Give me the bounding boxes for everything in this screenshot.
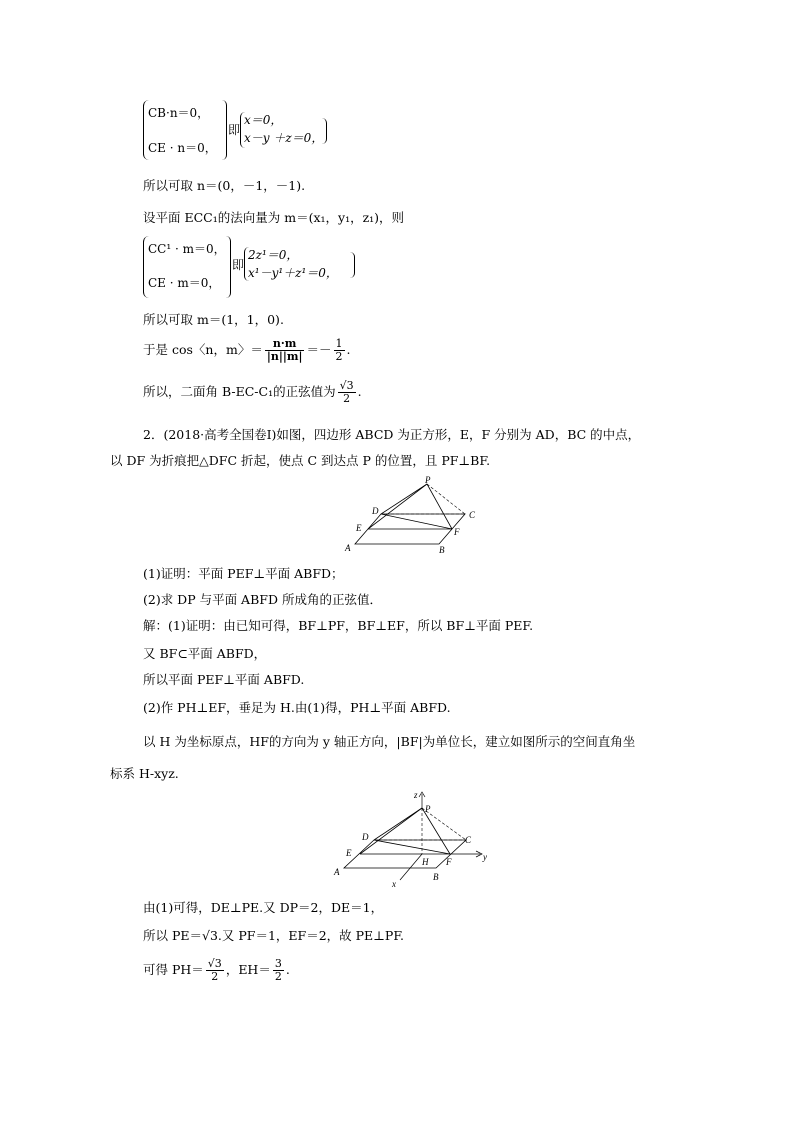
solution-line: (2)作 PH⊥EF，垂足为 H.由(1)得，PH⊥平面 ABFD. bbox=[143, 700, 451, 715]
right-brace bbox=[322, 118, 327, 144]
label-c: C bbox=[469, 510, 476, 520]
label-a: A bbox=[345, 543, 351, 553]
label-x: x bbox=[392, 879, 396, 889]
system2-eq2: CE · m＝0， bbox=[148, 276, 221, 290]
system1-eq2: CE · n＝0， bbox=[148, 141, 217, 155]
problem2-line2: 以 DF 为折痕把△DFC 折起，使点 C 到达点 P 的位置，且 PF⊥BF. bbox=[110, 453, 491, 468]
pyramid-figure-1 bbox=[335, 474, 485, 554]
pyramid-figure-2 bbox=[330, 788, 495, 890]
right-brace bbox=[226, 236, 231, 298]
label-y: y bbox=[483, 852, 487, 862]
system1-result1: x＝0， bbox=[244, 113, 283, 127]
right-brace bbox=[350, 252, 355, 278]
label-a: A bbox=[334, 867, 340, 877]
question-2: (2)求 DP 与平面 ABFD 所成角的正弦值． bbox=[143, 592, 382, 607]
label-c: C bbox=[465, 835, 472, 845]
label-f: F bbox=[446, 857, 452, 867]
solution-line: 所以 PE＝√3.又 PF＝1，EF＝2，故 PE⊥PF. bbox=[143, 928, 405, 943]
label-p: P bbox=[425, 475, 431, 485]
text-line: 所以可取 m＝(1，1，0). bbox=[143, 312, 284, 327]
question-1: (1)证明：平面 PEF⊥平面 ABFD； bbox=[143, 566, 344, 581]
solution-line: 所以平面 PEF⊥平面 ABFD. bbox=[143, 672, 305, 687]
text-line: 设平面 ECC₁的法向量为 m＝(x₁，y₁，z₁)，则 bbox=[143, 210, 405, 225]
label-d: D bbox=[362, 832, 369, 842]
solution-line: 解：(1)证明：由已知可得，BF⊥PF，BF⊥EF，所以 BF⊥平面 PEF. bbox=[143, 618, 534, 633]
system1-ji: 即 bbox=[228, 123, 241, 137]
system2-ji: 即 bbox=[232, 258, 245, 272]
solution-line: 由(1)可得，DE⊥PE.又 DP＝2，DE＝1， bbox=[143, 900, 384, 915]
label-d: D bbox=[372, 506, 379, 516]
system2-result1: 2z¹＝0， bbox=[248, 248, 299, 262]
label-p: P bbox=[425, 804, 431, 814]
cosine-equation: 于是 cos〈n，m〉＝ $\frac{n\cdot m}{|n||m|}$ ＝－ $\frac{1}{2}$ . bbox=[143, 337, 351, 363]
right-brace bbox=[222, 100, 227, 160]
label-h: H bbox=[422, 857, 429, 867]
label-b: B bbox=[433, 872, 439, 882]
system1-eq1: CB·n＝0， bbox=[148, 106, 210, 120]
solution-line: 以 H 为坐标原点，HF的方向为 y 轴正方向，|BF|为单位长，建立如图所示的空间直角坐 bbox=[143, 734, 636, 749]
sine-value-line: 所以，二面角 B-EC-C₁的正弦值为 $\frac{√3}{2}$ . bbox=[143, 379, 362, 405]
system2-eq1: CC¹ · m＝0， bbox=[148, 242, 226, 256]
system1-result2: x－y ＋z＝0， bbox=[244, 131, 324, 145]
solution-line: 标系 H-xyz. bbox=[110, 766, 179, 781]
problem2-line1: 2．(2018·高考全国卷Ⅰ)如图，四边形 ABCD 为正方形，E，F 分别为 AD，BC 的中点， bbox=[143, 427, 641, 442]
label-b: B bbox=[439, 545, 445, 554]
text-line: 所以可取 n＝(0，－1，－1). bbox=[143, 178, 306, 193]
system2-result2: x¹－y¹＋z¹＝0， bbox=[248, 266, 338, 280]
solution-line: 可得 PH＝ $\frac{√3}{2}$ ，EH＝ $\frac{3}{2}$ . bbox=[143, 957, 290, 983]
label-f: F bbox=[454, 527, 460, 537]
label-e: E bbox=[346, 848, 352, 858]
label-e: E bbox=[356, 523, 362, 533]
label-z: z bbox=[414, 790, 418, 800]
solution-line: 又 BF⊂平面 ABFD， bbox=[143, 646, 267, 661]
